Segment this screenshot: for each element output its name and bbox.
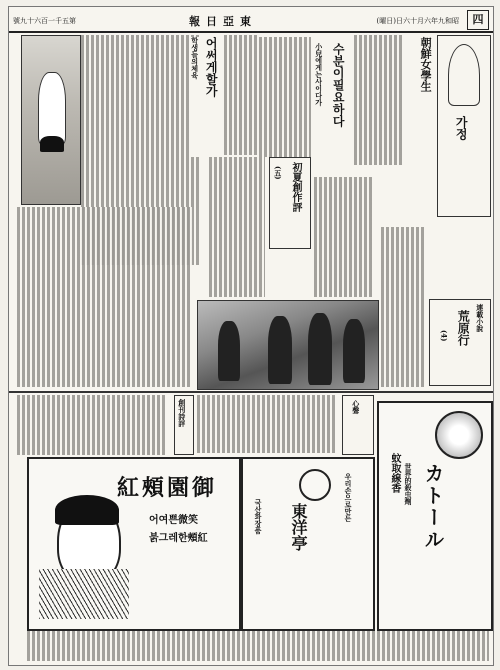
article-body	[17, 395, 167, 455]
person-figure	[268, 316, 292, 384]
paper-title: 報日亞東	[189, 15, 257, 28]
ornament-icon	[448, 44, 480, 106]
article-body	[209, 157, 265, 297]
issue-number: 號九十六百一千五第	[13, 17, 76, 25]
serial-novel-box	[429, 299, 491, 386]
article-body	[224, 35, 259, 155]
article-body	[197, 395, 337, 453]
athlete-shorts	[40, 136, 64, 152]
cosmetic-brand-advertisement	[241, 457, 375, 631]
article-headline: 어써게할가	[204, 37, 217, 157]
plant-icon	[39, 569, 129, 619]
scene-photo	[197, 300, 379, 390]
athlete-figure	[38, 72, 66, 144]
article-subhead: 학생들의체육	[191, 37, 199, 157]
person-figure	[308, 313, 332, 385]
mind-label: 心聲	[351, 400, 361, 414]
home-section-box	[437, 35, 491, 217]
spray-illustration	[435, 411, 483, 459]
serial-label: 連載小說	[475, 304, 485, 332]
section-title: 가정	[454, 116, 469, 140]
newspaper-page	[8, 6, 494, 666]
article-body	[314, 177, 374, 297]
poem-label: 創刊詩評	[177, 399, 187, 427]
article-body	[381, 227, 425, 387]
creative-review-box	[269, 157, 311, 249]
page-number: 四	[467, 10, 489, 30]
ad-slogan: 어여쁜微笑	[149, 515, 198, 526]
article-body	[17, 207, 192, 387]
person-figure	[218, 321, 240, 381]
footer-notices	[27, 631, 489, 661]
masthead	[9, 7, 493, 33]
poem-review-box	[174, 395, 194, 455]
mosquito-coil-advertisement	[377, 401, 493, 631]
cosmetics-advertisement	[27, 457, 241, 631]
ad-headline: 蚊取線香	[389, 453, 400, 493]
article-body	[354, 35, 404, 165]
brand-name: 東洋亭	[289, 503, 308, 551]
person-figure	[343, 319, 365, 383]
article-body	[259, 37, 311, 157]
column-title: 初夏創作評	[290, 162, 301, 212]
article-headline: 수분이필요하다	[331, 43, 344, 173]
section-heading: 朝鮮女學生	[419, 37, 431, 117]
hair-icon	[55, 495, 119, 525]
mind-voice-box	[342, 395, 374, 455]
serial-title: 荒原行	[456, 310, 471, 346]
section-divider	[9, 391, 493, 393]
ad-tagline: 우리손으로만든	[344, 473, 353, 522]
serial-number: (4)	[439, 330, 449, 342]
brand-logo-icon	[299, 469, 331, 501]
athlete-photo	[21, 35, 81, 205]
ad-title: 紅頰園御	[117, 475, 218, 501]
issue-date: (曜日)日六十月六年九和昭	[376, 17, 459, 25]
ad-slogan: 붉그레한頰紅	[149, 533, 208, 544]
article-subhead: 小兒에게는사이다가	[315, 43, 323, 163]
column-number: (五)	[273, 166, 283, 180]
brand-name: カトール	[421, 463, 445, 551]
ad-tagline: 국산화장품	[254, 499, 263, 534]
ad-subline: 世界的殺虫劑	[404, 463, 413, 505]
